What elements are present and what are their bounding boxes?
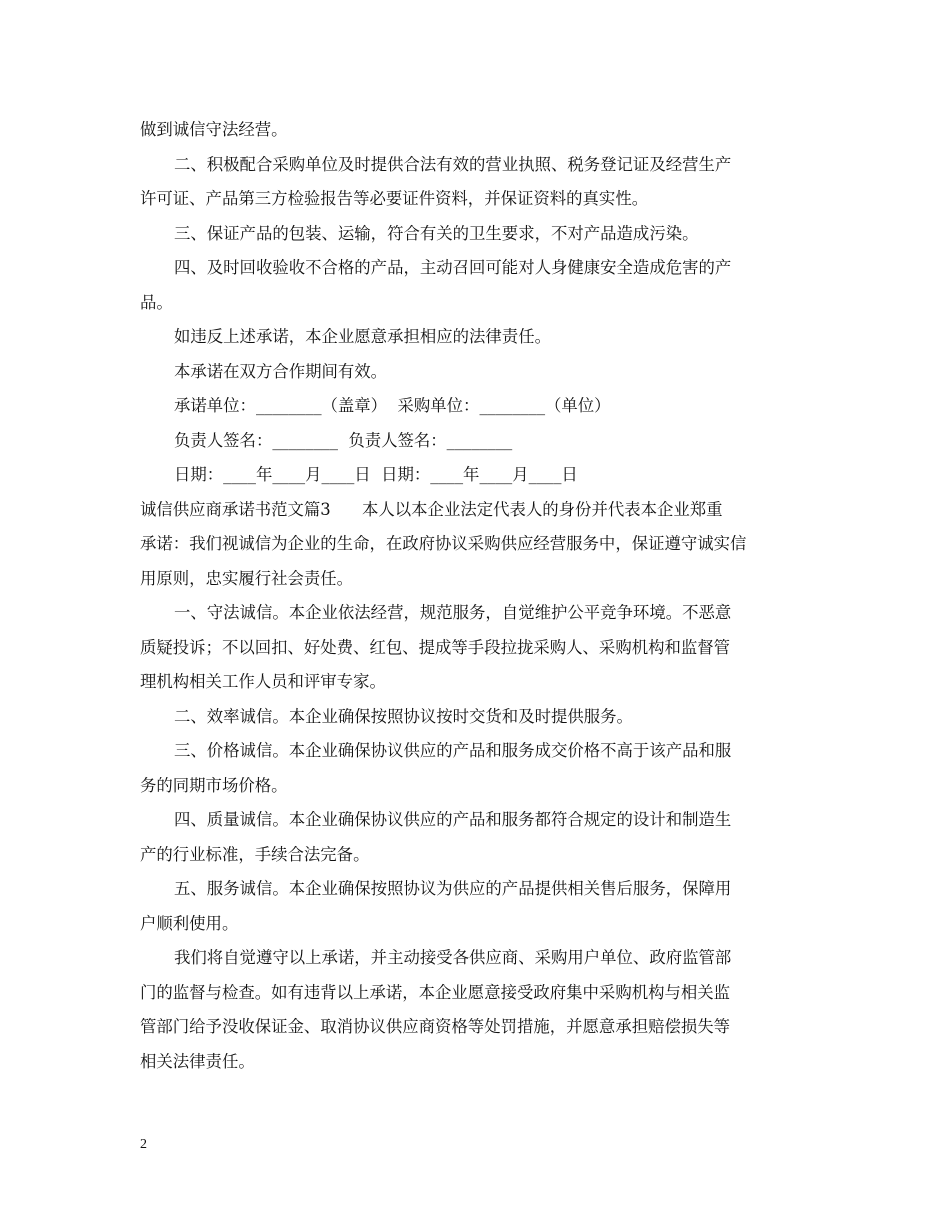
text-line: 如违反上述承诺，本企业愿意承担相应的法律责任。 [174,327,551,346]
text-line: 四、及时回收验收不合格的产品，主动召回可能对人身健康安全造成危害的产 [174,258,732,277]
text-line: 做到诚信守法经营。 [140,120,288,139]
text-line: 品。 [140,292,173,312]
text-line: 我们将自觉遵守以上承诺，并主动接受各供应商、采购用户单位、政府监管部 [174,948,732,967]
text-line: 三、保证产品的包装、运输，符合有关的卫生要求，不对产品造成污染。 [174,223,699,243]
text-line: 二、效率诚信。本企业确保按照协议按时交货和及时提供服务。 [174,706,633,726]
signature-block-line: 承诺单位：________（盖章） 采购单位：________（单位） [174,396,611,415]
text-line: 门的监督与检查。如有违背以上承诺，本企业愿意接受政府集中采购机构与相关监 [140,982,731,1002]
text-line: 承诺：我们视诚信为企业的生命，在政府协议采购供应经营服务中，保证遵守诚实信 [140,534,747,553]
text-line: 二、积极配合采购单位及时提供合法有效的营业执照、税务登记证及经营生产 [174,154,732,174]
text-line: 务的同期市场价格。 [140,775,288,795]
text-line: 本承诺在双方合作期间有效。 [174,361,388,381]
text-line: 一、守法诚信。本企业依法经营，规范服务，自觉维护公平竞争环境。不恶意 [174,603,732,622]
text-line: 质疑投诉；不以回扣、好处费、红包、提成等手段拉拢采购人、采购机构和监督管 [140,637,731,657]
text-line: 许可证、产品第三方检验报告等必要证件资料，并保证资料的真实性。 [140,189,649,208]
text-line: 产的行业标准，手续合法完备。 [140,844,370,864]
text-line: 管部门给予没收保证金、取消协议供应商资格等处罚措施，并愿意承担赔偿损失等 [140,1017,731,1036]
text-line: 三、价格诚信。本企业确保协议供应的产品和服务成交价格不高于该产品和服 [174,741,732,760]
section-heading-line: 诚信供应商承诺书范文篇3 本人以本企业法定代表人的身份并代表本企业郑重 [140,499,723,519]
document-body [140,113,812,1079]
text-line: 理机构相关工作人员和评审专家。 [140,672,386,691]
text-line: 用原则，忠实履行社会责任。 [140,568,354,588]
signature-block-line: 负责人签名：________ 负责人签名：________ [174,430,513,450]
text-line: 五、服务诚信。本企业确保按照协议为供应的产品提供相关售后服务，保障用 [174,879,732,898]
text-line: 户顺利使用。 [140,913,239,933]
text-line: 相关法律责任。 [140,1051,255,1071]
text-line: 四、质量诚信。本企业确保协议供应的产品和服务都符合规定的设计和制造生 [174,810,732,829]
page-number: 2 [140,1137,147,1152]
date-line: 日期：____年____月____日 日期：____年____月____日 [174,465,578,484]
